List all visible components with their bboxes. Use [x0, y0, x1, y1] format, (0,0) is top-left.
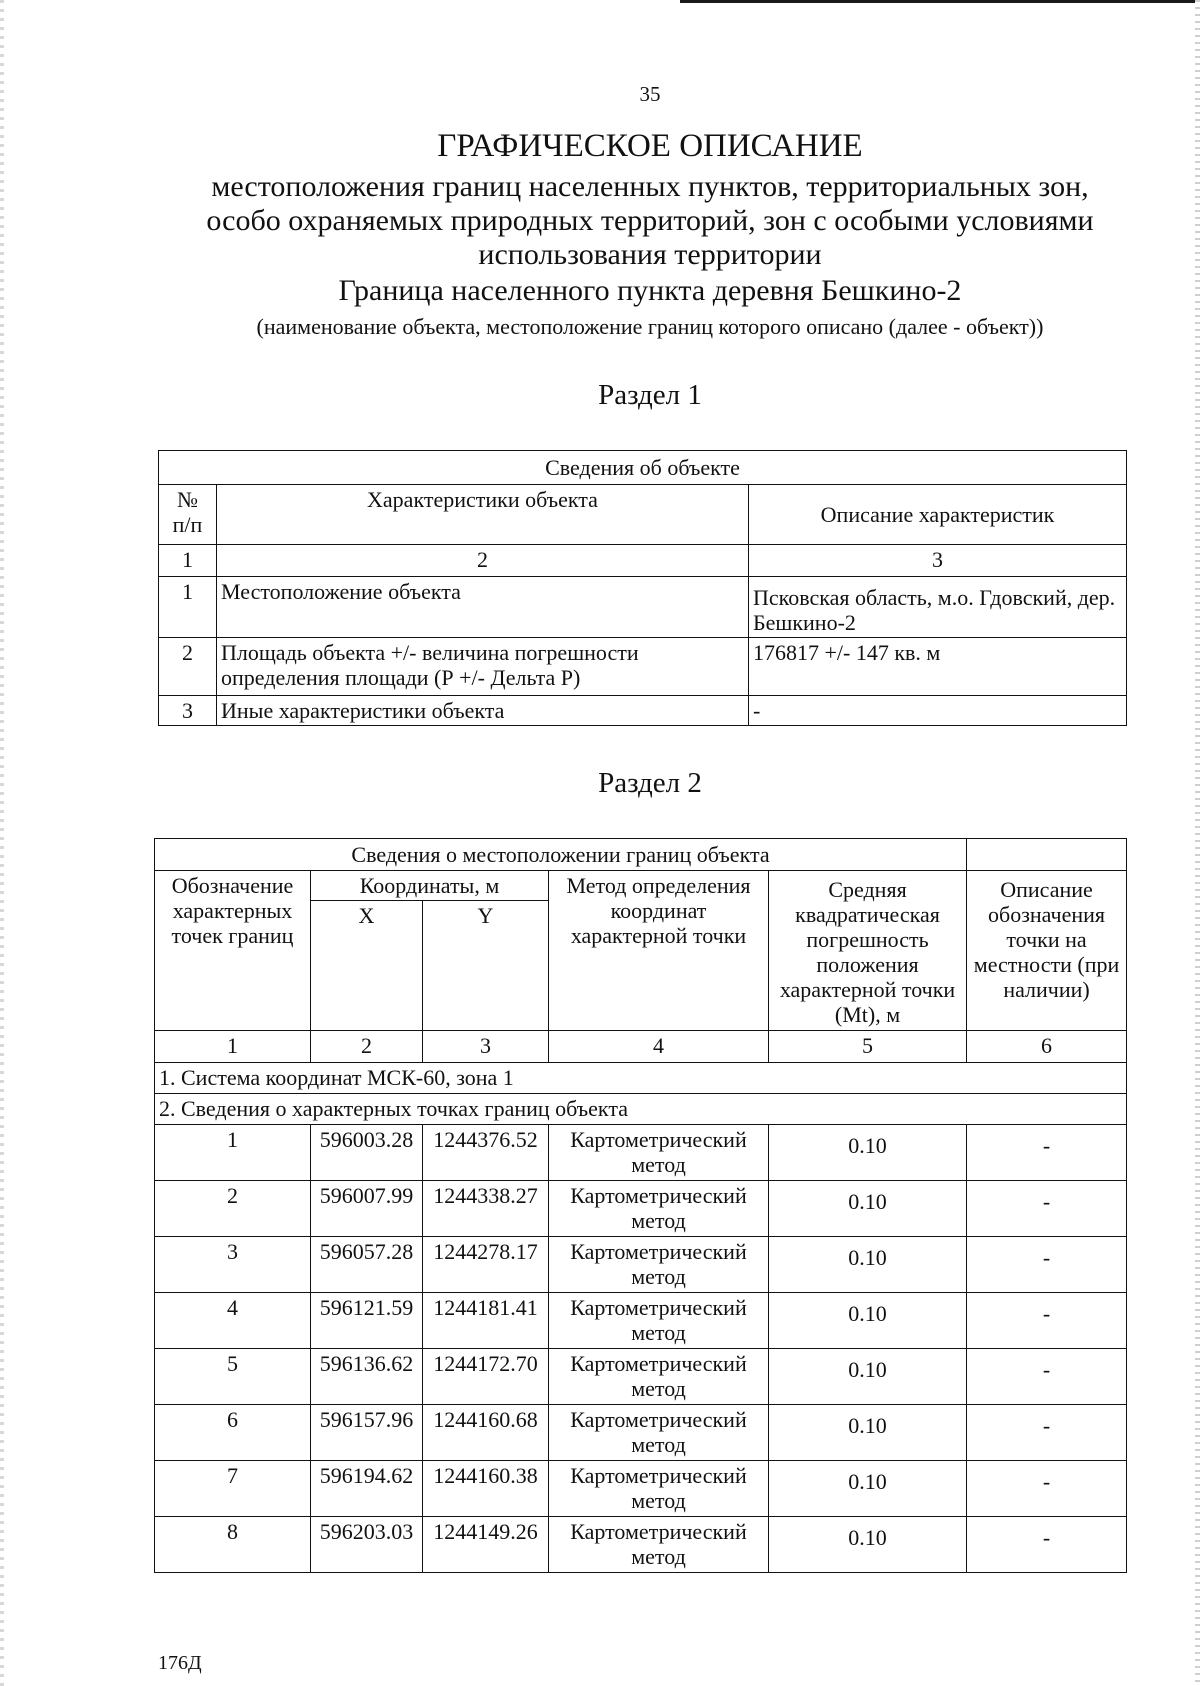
characteristic-cell: Иные характеристики объекта — [217, 696, 749, 726]
table-row — [155, 1237, 1127, 1293]
point-description-cell: - — [967, 1181, 1127, 1237]
scan-border-top — [680, 0, 1200, 3]
scan-edge-right — [1195, 0, 1200, 1686]
column-header-method: Метод определения координат характерной точки — [549, 871, 769, 1031]
subtitle-line: использования территории — [478, 238, 822, 271]
point-description-cell: - — [967, 1125, 1127, 1181]
object-name: Граница населенного пункта деревня Бешкино-2 — [338, 274, 962, 307]
footer-code: 176Д — [158, 1652, 202, 1674]
point-description-cell: - — [967, 1461, 1127, 1517]
column-number: 4 — [549, 1031, 769, 1063]
method-cell: Картометрический метод — [549, 1517, 769, 1573]
table-row — [155, 1349, 1127, 1405]
points-heading-row: 2. Сведения о характерных точках границ объекта — [155, 1094, 1127, 1125]
error-cell: 0.10 — [769, 1349, 967, 1405]
description-cell: Псковская область, м.о. Гдовский, дер. Бешкино-2 — [749, 577, 1127, 638]
section-2-heading: Раздел 2 — [598, 767, 702, 799]
error-cell: 0.10 — [769, 1405, 967, 1461]
column-number: 6 — [967, 1031, 1127, 1063]
row-number: 2 — [159, 638, 217, 696]
subtitle-line: местоположения границ населенных пунктов, территориальных зон, — [211, 170, 1089, 203]
column-header-y: Y — [423, 901, 549, 1031]
point-id-cell: 7 — [155, 1461, 311, 1517]
column-number: 2 — [217, 545, 749, 577]
section-1-heading: Раздел 1 — [598, 379, 702, 411]
y-coordinate-cell: 1244160.38 — [423, 1461, 549, 1517]
coordinate-system-row: 1. Система координат МСК-60, зона 1 — [155, 1063, 1127, 1094]
boundary-points-table — [154, 838, 1127, 1573]
point-id-cell: 3 — [155, 1237, 311, 1293]
method-cell: Картометрический метод — [549, 1349, 769, 1405]
method-cell: Картометрический метод — [549, 1237, 769, 1293]
column-number: 3 — [749, 545, 1127, 577]
table-row — [155, 1461, 1127, 1517]
x-coordinate-cell: 596003.28 — [311, 1125, 423, 1181]
column-number: 1 — [155, 1031, 311, 1063]
point-id-cell: 8 — [155, 1517, 311, 1573]
y-coordinate-cell: 1244149.26 — [423, 1517, 549, 1573]
error-cell: 0.10 — [769, 1181, 967, 1237]
column-header-description: Описание характеристик — [749, 485, 1127, 545]
column-header-x: X — [311, 901, 423, 1031]
table-title: Сведения об объекте — [159, 451, 1127, 485]
point-id-cell: 5 — [155, 1349, 311, 1405]
column-number: 2 — [311, 1031, 423, 1063]
point-id-cell: 1 — [155, 1125, 311, 1181]
table-row — [159, 696, 1127, 726]
document-title: ГРАФИЧЕСКОЕ ОПИСАНИЕ — [437, 128, 863, 164]
object-info-table — [158, 450, 1127, 726]
column-header-characteristic: Характеристики объекта — [217, 485, 749, 545]
point-description-cell: - — [967, 1237, 1127, 1293]
column-number: 5 — [769, 1031, 967, 1063]
table-row — [159, 577, 1127, 638]
table-row — [155, 1517, 1127, 1573]
y-coordinate-cell: 1244278.17 — [423, 1237, 549, 1293]
table-row — [155, 1293, 1127, 1349]
y-coordinate-cell: 1244160.68 — [423, 1405, 549, 1461]
method-cell: Картометрический метод — [549, 1461, 769, 1517]
x-coordinate-cell: 596203.03 — [311, 1517, 423, 1573]
characteristic-cell: Местоположение объекта — [217, 577, 749, 638]
column-number: 1 — [159, 545, 217, 577]
row-number: 1 — [159, 577, 217, 638]
table-title: Сведения о местоположении границ объекта — [155, 839, 967, 871]
method-cell: Картометрический метод — [549, 1125, 769, 1181]
x-coordinate-cell: 596157.96 — [311, 1405, 423, 1461]
description-cell: - — [749, 696, 1127, 726]
method-cell: Картометрический метод — [549, 1405, 769, 1461]
error-cell: 0.10 — [769, 1461, 967, 1517]
error-cell: 0.10 — [769, 1293, 967, 1349]
description-cell: 176817 +/- 147 кв. м — [749, 638, 1127, 696]
table-row — [159, 638, 1127, 696]
document-subtitle — [150, 170, 1150, 272]
point-description-cell: - — [967, 1293, 1127, 1349]
method-cell: Картометрический метод — [549, 1181, 769, 1237]
column-header-number: № п/п — [159, 485, 217, 545]
error-cell: 0.10 — [769, 1125, 967, 1181]
page-number: 35 — [639, 82, 661, 106]
point-id-cell: 4 — [155, 1293, 311, 1349]
y-coordinate-cell: 1244181.41 — [423, 1293, 549, 1349]
y-coordinate-cell: 1244338.27 — [423, 1181, 549, 1237]
column-header-point: Обозначение характерных точек границ — [155, 871, 311, 1031]
row-number: 3 — [159, 696, 217, 726]
x-coordinate-cell: 596136.62 — [311, 1349, 423, 1405]
x-coordinate-cell: 596121.59 — [311, 1293, 423, 1349]
error-cell: 0.10 — [769, 1517, 967, 1573]
column-header-coordinates: Координаты, м — [311, 871, 549, 901]
point-description-cell: - — [967, 1517, 1127, 1573]
table-row — [155, 1181, 1127, 1237]
characteristic-cell: Площадь объекта +/- величина погрешности определения площади (Р +/- Дельта Р) — [217, 638, 749, 696]
point-description-cell: - — [967, 1405, 1127, 1461]
points-table-body — [155, 1125, 1127, 1573]
y-coordinate-cell: 1244376.52 — [423, 1125, 549, 1181]
method-cell: Картометрический метод — [549, 1293, 769, 1349]
x-coordinate-cell: 596057.28 — [311, 1237, 423, 1293]
empty-header-cell — [967, 839, 1127, 871]
x-coordinate-cell: 596194.62 — [311, 1461, 423, 1517]
scan-edge-left — [0, 0, 4, 1686]
table-row — [155, 1405, 1127, 1461]
column-header-point-description: Описание обозначения точки на местности (при наличии) — [967, 871, 1127, 1031]
y-coordinate-cell: 1244172.70 — [423, 1349, 549, 1405]
column-header-error: Средняя квадратическая погрешность положения характерной точки (Mt), м — [769, 871, 967, 1031]
column-number: 3 — [423, 1031, 549, 1063]
point-id-cell: 2 — [155, 1181, 311, 1237]
x-coordinate-cell: 596007.99 — [311, 1181, 423, 1237]
point-id-cell: 6 — [155, 1405, 311, 1461]
object-caption: (наименование объекта, местоположение границ которого описано (далее - объект)) — [256, 314, 1044, 339]
subtitle-line: особо охраняемых природных территорий, зон с особыми условиями — [206, 204, 1094, 237]
error-cell: 0.10 — [769, 1237, 967, 1293]
point-description-cell: - — [967, 1349, 1127, 1405]
table-row — [155, 1125, 1127, 1181]
